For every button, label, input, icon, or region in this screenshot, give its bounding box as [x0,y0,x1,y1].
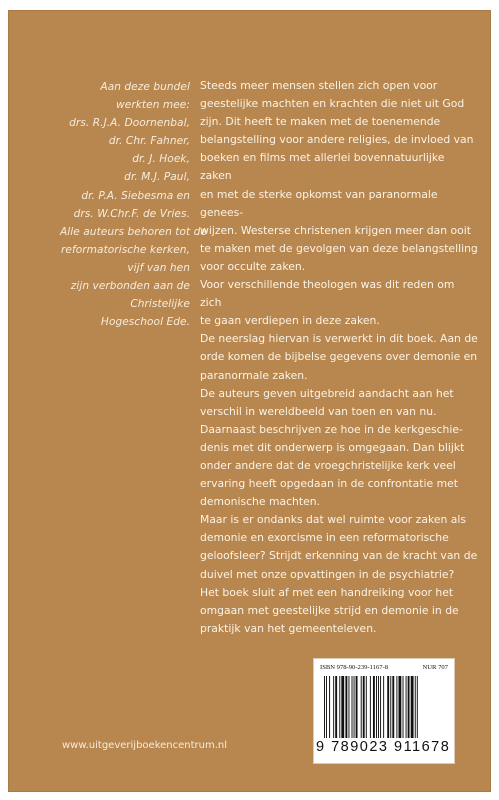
text-line: De auteurs geven uitgebreid aandacht aan het [200,386,454,400]
contributors-line: vijf van hen [127,261,190,274]
barcode-label [313,658,455,764]
text-line: demonische machten. [200,495,321,509]
text-line: demonie en exorcisme in een reformatorische [200,531,449,545]
text-line: voor occulte zaken. [200,259,306,273]
contributors-line: drs. R.J.A. Doornenbal, [69,117,190,130]
text-line: Daarnaast beschrijven ze hoe in de kerkgeschie- [200,422,463,436]
text-line: Maar is er ondanks dat wel ruimte voor zaken als [200,513,466,527]
publisher-website: www.uitgeverijboekencentrum.nl [62,740,228,751]
text-line: geestelijke machten en krachten die niet uit God [200,97,465,111]
nur-code: NUR 707 [422,664,448,671]
barcode-image [324,676,444,738]
contributors-line: dr. Chr. Fahner, [108,135,190,148]
text-line: boeken en films met allerlei bovennatuurlijke zaken [200,151,445,183]
contributors-line: zijn verbonden aan de [70,280,190,293]
blurb-text [200,77,478,638]
text-line: onder andere dat de vroegchristelijke kerk veel [200,458,456,472]
text-line: praktijk van het gemeenteleven. [200,621,377,635]
isbn-number: ISBN 978-90-239-1167-8 [320,664,389,671]
text-line: wijzen. Westerse christenen krijgen meer dan ooit [200,223,471,237]
contributors-line: dr. J. Hoek, [132,153,190,166]
text-line: denis met dit onderwerp is omgegaan. Dan blijkt [200,440,465,454]
contributors-column [60,78,207,331]
text-line: Het boek sluit af met een handreiking voor het [200,585,454,599]
contributors-line: drs. W.Chr.F. de Vries. [73,207,190,220]
barcode-digits: 9 789023 911678 [316,739,451,755]
contributors-line: Aan deze bundel [100,81,190,93]
contributors-line: reformatorische kerken, [60,243,190,256]
contributors-line: dr. P.A. Siebesma en [81,189,190,202]
text-line: te maken met de gevolgen van deze belangstelling [200,241,478,255]
contributors-line: Alle auteurs behoren tot de [60,225,207,238]
text-line: verschil in wereldbeeld van toen en van nu. [200,404,437,418]
text-line: paranormale zaken. [200,368,308,382]
text-line: te gaan verdiepen in deze zaken. [200,314,380,328]
text-line: geloofsleer? Strijdt erkenning van de kracht van de [200,549,478,563]
text-line: De neerslag hiervan is verwerkt in dit boek. Aan de [200,332,478,346]
text-line: Steeds meer mensen stellen zich open voor [200,79,438,92]
text-line: ervaring heeft opgedaan in de confrontatie met [200,477,458,491]
isbn-row [320,664,448,671]
text-line: en met de sterke opkomst van paranormale genees- [200,187,438,219]
text-line: omgaan met geestelijke strijd en demonie in de [200,603,459,617]
contributors-line: Christelijke [130,298,190,311]
text-line: duivel met onze opvattingen in de psychiatrie? [200,567,455,581]
text-line: Voor verschillende theologen was dit reden om zich [200,278,455,310]
text-line: orde komen de bijbelse gegevens over demonie en [200,350,478,364]
contributors-line: Hogeschool Ede. [100,316,190,329]
contributors-line: werkten mee: [116,99,190,112]
contributors-line: dr. M.J. Paul, [124,171,190,184]
text-line: zijn. Dit heeft te maken met de toenemende [200,115,441,129]
text-line: belangstelling voor andere religies, de invloed van [200,133,474,147]
